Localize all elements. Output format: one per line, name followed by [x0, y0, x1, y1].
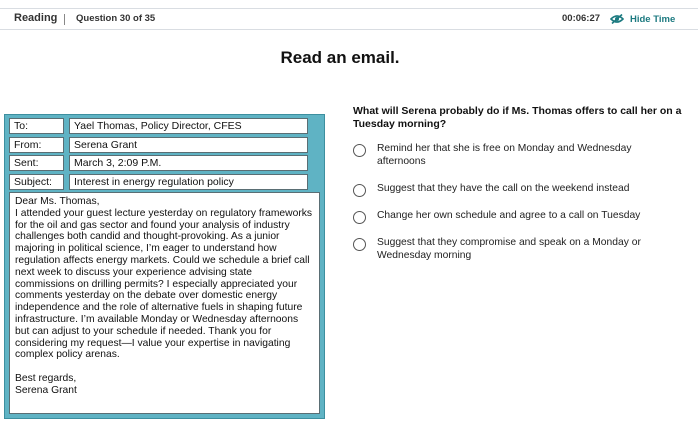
email-body — [9, 192, 320, 414]
question-counter: Question 30 of 35 — [76, 13, 156, 24]
top-bar — [0, 8, 698, 30]
option-text: Change her own schedule and agree to a call on Tuesday — [377, 210, 641, 221]
email-signature: Serena Grant — [15, 384, 77, 396]
eye-hidden-icon — [610, 14, 624, 24]
email-greeting: Dear Ms. Thomas, — [15, 196, 100, 207]
radio-button[interactable] — [353, 144, 366, 157]
question-text: What will Serena probably do if Ms. Thomas offers to call her on a Tuesday morning? — [353, 105, 682, 130]
email-header-sent — [9, 155, 320, 171]
answer-options — [353, 143, 683, 267]
email-panel — [4, 114, 325, 419]
option-text: Suggest that they compromise and speak on a Monday or Wednesday morning — [377, 237, 641, 261]
radio-button[interactable] — [353, 184, 366, 197]
option-text: Remind her that she is free on Monday and Wednesday afternoons — [377, 143, 632, 167]
email-header-to — [9, 118, 320, 134]
header-label: Sent: — [9, 155, 64, 171]
answer-option-3[interactable] — [353, 210, 683, 237]
page-title: Read an email. — [280, 48, 400, 67]
hide-time-label: Hide Time — [630, 13, 676, 25]
section-label: Reading — [14, 12, 58, 24]
email-closing: Best regards, — [15, 373, 77, 385]
email-body-text: I attended your guest lecture yesterday on regulatory frameworks for the oil and gas sector and found your analysis of industry challenges both candid and thought-provoking. As a junior majoring in political science, I’m eager to understand how regulation affects energy markets. Could we schedule a brief call next week to discuss your experience advising state commissions on drilling permits? I especially appreciated your comments yesterday on the debate over domestic energy independence and the role of alternative fuels in shaping future infrastructure. I’m available Monday or Wednesday afternoons but can adjust to your schedule if needed. Thank you for considering my request—I value your expertise in navigating complex policy arenas. — [15, 207, 313, 361]
answer-option-1[interactable] — [353, 143, 683, 183]
header-value: Yael Thomas, Policy Director, CFES — [69, 118, 308, 134]
radio-button[interactable] — [353, 238, 366, 251]
header-value: Serena Grant — [69, 137, 308, 153]
topbar-divider — [64, 14, 65, 25]
header-value: Interest in energy regulation policy — [69, 174, 308, 190]
answer-option-4[interactable] — [353, 237, 683, 267]
header-label: Subject: — [9, 174, 64, 190]
timer: 00:06:27 — [562, 13, 601, 24]
option-text: Suggest that they have the call on the weekend instead — [377, 183, 630, 194]
answer-option-2[interactable] — [353, 183, 683, 210]
email-header-subject — [9, 174, 320, 190]
hide-time-button[interactable] — [610, 11, 675, 27]
header-label: From: — [9, 137, 64, 153]
header-value: March 3, 2:09 P.M. — [69, 155, 308, 171]
header-label: To: — [9, 118, 64, 134]
radio-button[interactable] — [353, 211, 366, 224]
email-header-from — [9, 137, 320, 153]
